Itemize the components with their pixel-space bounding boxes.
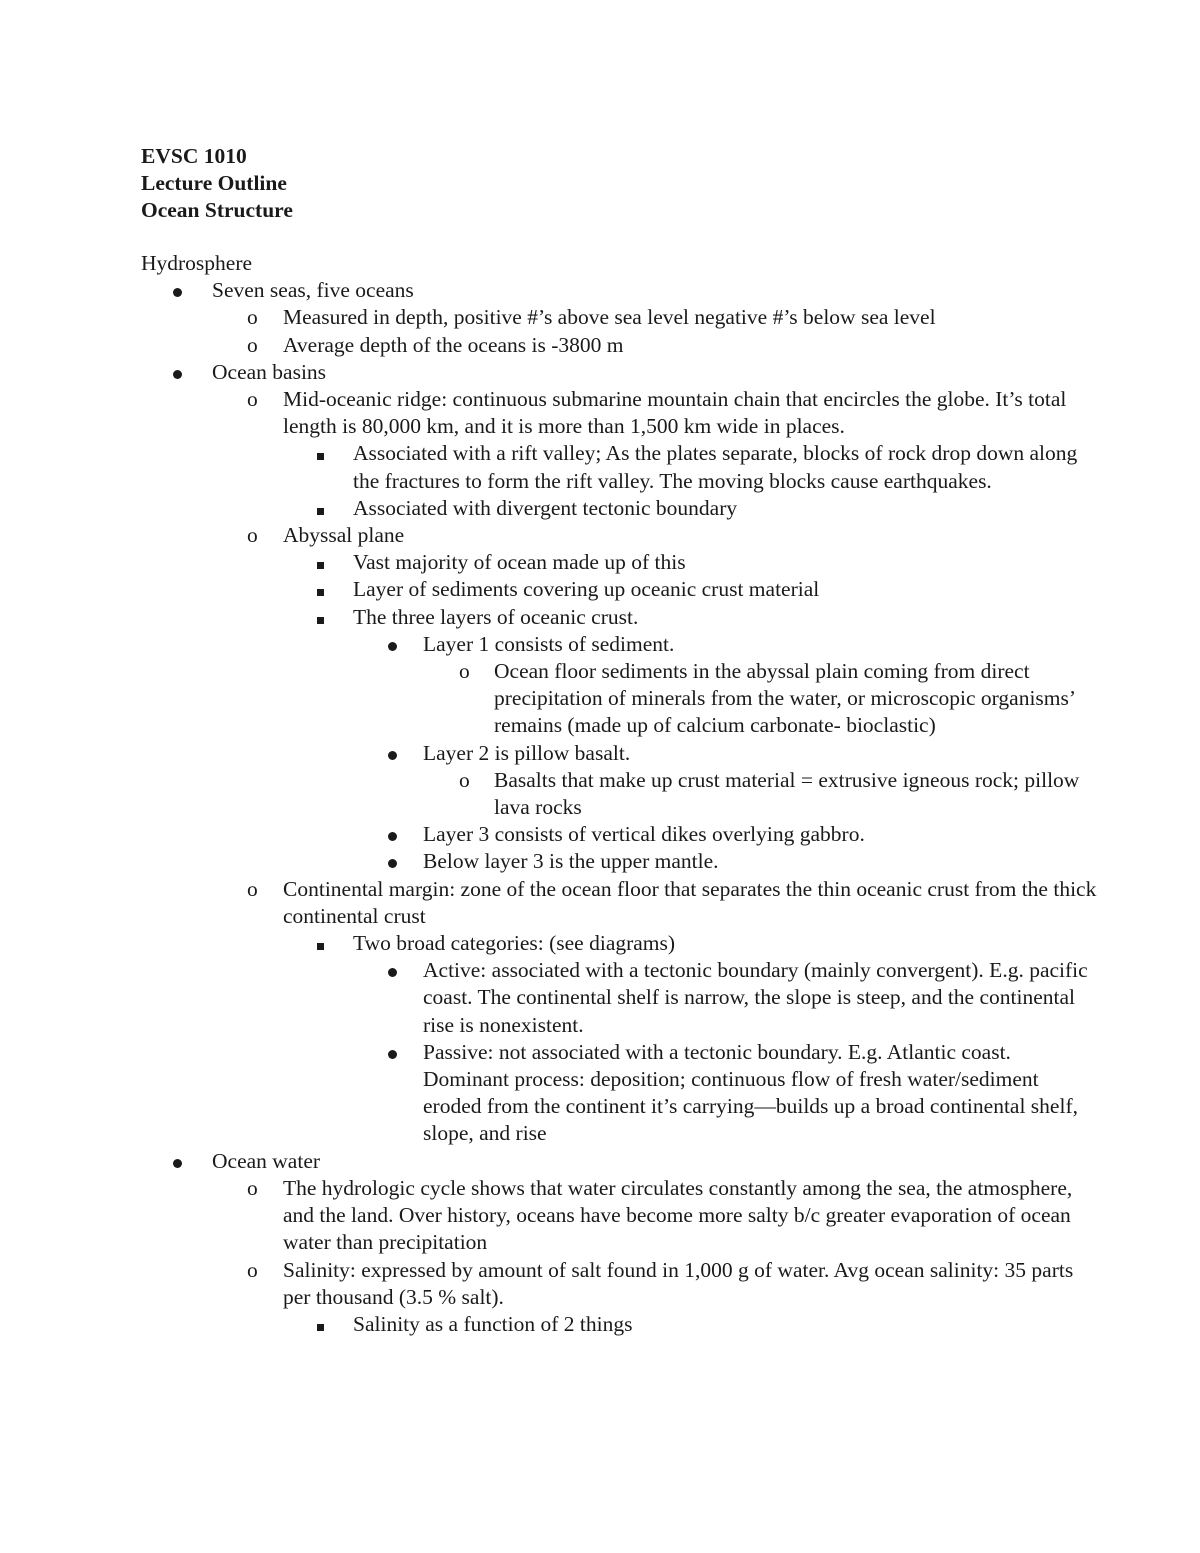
outline-item-text: Layer of sediments covering up oceanic crust material — [353, 577, 820, 602]
outline-item — [141, 332, 1101, 359]
bullet-dot-icon — [388, 957, 397, 984]
outline-item-text: Layer 1 consists of sediment. — [423, 631, 675, 656]
bullet-circle-icon: o — [247, 332, 258, 357]
bullet-circle-icon: o — [247, 387, 258, 411]
outline-item — [141, 930, 1101, 957]
outline-item — [141, 277, 1101, 304]
outline-item-text: Associated with divergent tectonic boundary — [353, 495, 738, 520]
outline-item-text: Layer 3 consists of vertical dikes overlying gabbro. — [423, 822, 865, 847]
outline-item-text: Abyssal plane — [283, 523, 405, 548]
outline-item — [141, 576, 1101, 603]
outline-item — [141, 1148, 1101, 1175]
outline-item-text: The hydrologic cycle shows that water circulates constantly among the sea, the atmosphere, and the land. Over history, oceans have become more salty b/c greater evaporation of ocean water than precipitation — [283, 1175, 1073, 1255]
outline-item — [141, 658, 1101, 740]
outline-item — [141, 549, 1101, 576]
bullet-circle-icon: o — [247, 523, 258, 548]
outline-item — [141, 359, 1101, 386]
outline-item-text: Layer 2 is pillow basalt. — [423, 740, 631, 765]
bullet-circle-icon: o — [247, 1257, 258, 1282]
outline-item-text: Two broad categories: (see diagrams) — [353, 931, 676, 956]
outline-item-text: Average depth of the oceans is -3800 m — [283, 332, 624, 357]
outline-item — [141, 1311, 1101, 1338]
outline-item-text: Continental margin: zone of the ocean floor that separates the thin oceanic crust from the thick continental crust — [283, 876, 1097, 928]
outline-item-text: Salinity as a function of 2 things — [353, 1311, 633, 1336]
outline-item-text: Below layer 3 is the upper mantle. — [423, 849, 719, 874]
bullet-dot-icon — [388, 740, 397, 767]
outline-item-text: Measured in depth, positive #’s above sea level negative #’s below sea level — [283, 305, 936, 330]
bullet-dot-icon — [173, 359, 182, 386]
outline-item — [141, 821, 1101, 848]
bullet-circle-icon: o — [247, 1175, 258, 1200]
bullet-square-icon — [317, 549, 324, 576]
bullet-square-icon — [317, 495, 324, 522]
outline-item-text: Mid-oceanic ridge: continuous submarine mountain chain that encircles the globe. It’s total length is 80,000 km, and it is more than 1,500 km wide in places. — [283, 387, 1067, 439]
outline-item — [141, 767, 1101, 821]
outline-item-text: Vast majority of ocean made up of this — [353, 550, 686, 575]
outline-item — [141, 1175, 1101, 1257]
outline-item-text: Ocean water — [212, 1148, 321, 1173]
bullet-circle-icon: o — [459, 767, 470, 792]
outline-item — [141, 304, 1101, 331]
course-code: EVSC 1010 — [141, 144, 247, 168]
outline-item — [141, 740, 1101, 767]
section-heading: Hydrosphere — [141, 251, 253, 275]
bullet-square-icon — [317, 1311, 324, 1338]
outline-list — [141, 277, 1101, 1338]
bullet-dot-icon — [173, 1148, 182, 1175]
outline-item-text: Seven seas, five oceans — [212, 278, 414, 303]
outline-item — [141, 495, 1101, 522]
outline-item-text: Associated with a rift valley; As the plates separate, blocks of rock drop down along the fractures to form the rift valley. The moving blocks cause earthquakes. — [353, 441, 1078, 493]
bullet-dot-icon — [388, 848, 397, 875]
lecture-topic: Ocean Structure — [141, 198, 293, 223]
bullet-square-icon — [317, 930, 324, 957]
outline-item — [141, 1039, 1101, 1148]
bullet-dot-icon — [388, 821, 397, 848]
bullet-dot-icon — [388, 631, 397, 658]
bullet-square-icon — [317, 440, 324, 467]
outline-item — [141, 604, 1101, 631]
outline-item-text: Salinity: expressed by amount of salt found in 1,000 g of water. Avg ocean salinity: 35 parts per thousand (3.5 % salt). — [283, 1257, 1074, 1309]
outline-item — [141, 957, 1101, 1039]
outline-item-text: Basalts that make up crust material = extrusive igneous rock; pillow lava rocks — [494, 767, 1080, 820]
bullet-dot-icon — [173, 277, 182, 304]
bullet-circle-icon: o — [247, 305, 258, 330]
outline-body — [141, 250, 1101, 1338]
bullet-circle-icon: o — [459, 659, 470, 684]
outline-item — [141, 386, 1101, 440]
bullet-dot-icon — [388, 1039, 397, 1066]
outline-item — [141, 631, 1101, 658]
outline-item — [141, 848, 1101, 875]
outline-item-text: Passive: not associated with a tectonic boundary. E.g. Atlantic coast. Dominant process: deposition; continuous flow of fresh water/sediment eroded from the continent it’s carrying—builds up a broad continental shelf, slope, and rise — [423, 1039, 1078, 1146]
outline-item — [141, 876, 1101, 930]
bullet-circle-icon: o — [247, 876, 258, 901]
outline-item-text: Ocean basins — [212, 359, 327, 384]
bullet-square-icon — [317, 576, 324, 603]
outline-item — [141, 440, 1101, 494]
outline-item-text: The three layers of oceanic crust. — [353, 604, 639, 629]
outline-item-text: Ocean floor sediments in the abyssal plain coming from direct precipitation of minerals from the water, or microscopic organisms’ remains (made up of calcium carbonate- bioclastic) — [494, 659, 1075, 738]
outline-item — [141, 1257, 1101, 1311]
document-type: Lecture Outline — [141, 171, 287, 196]
outline-item — [141, 522, 1101, 549]
outline-item-text: Active: associated with a tectonic boundary (mainly convergent). E.g. pacific coast. The continental shelf is narrow, the slope is steep, and the continental rise is nonexistent. — [423, 958, 1088, 1037]
document-header — [141, 143, 293, 225]
bullet-square-icon — [317, 604, 324, 631]
